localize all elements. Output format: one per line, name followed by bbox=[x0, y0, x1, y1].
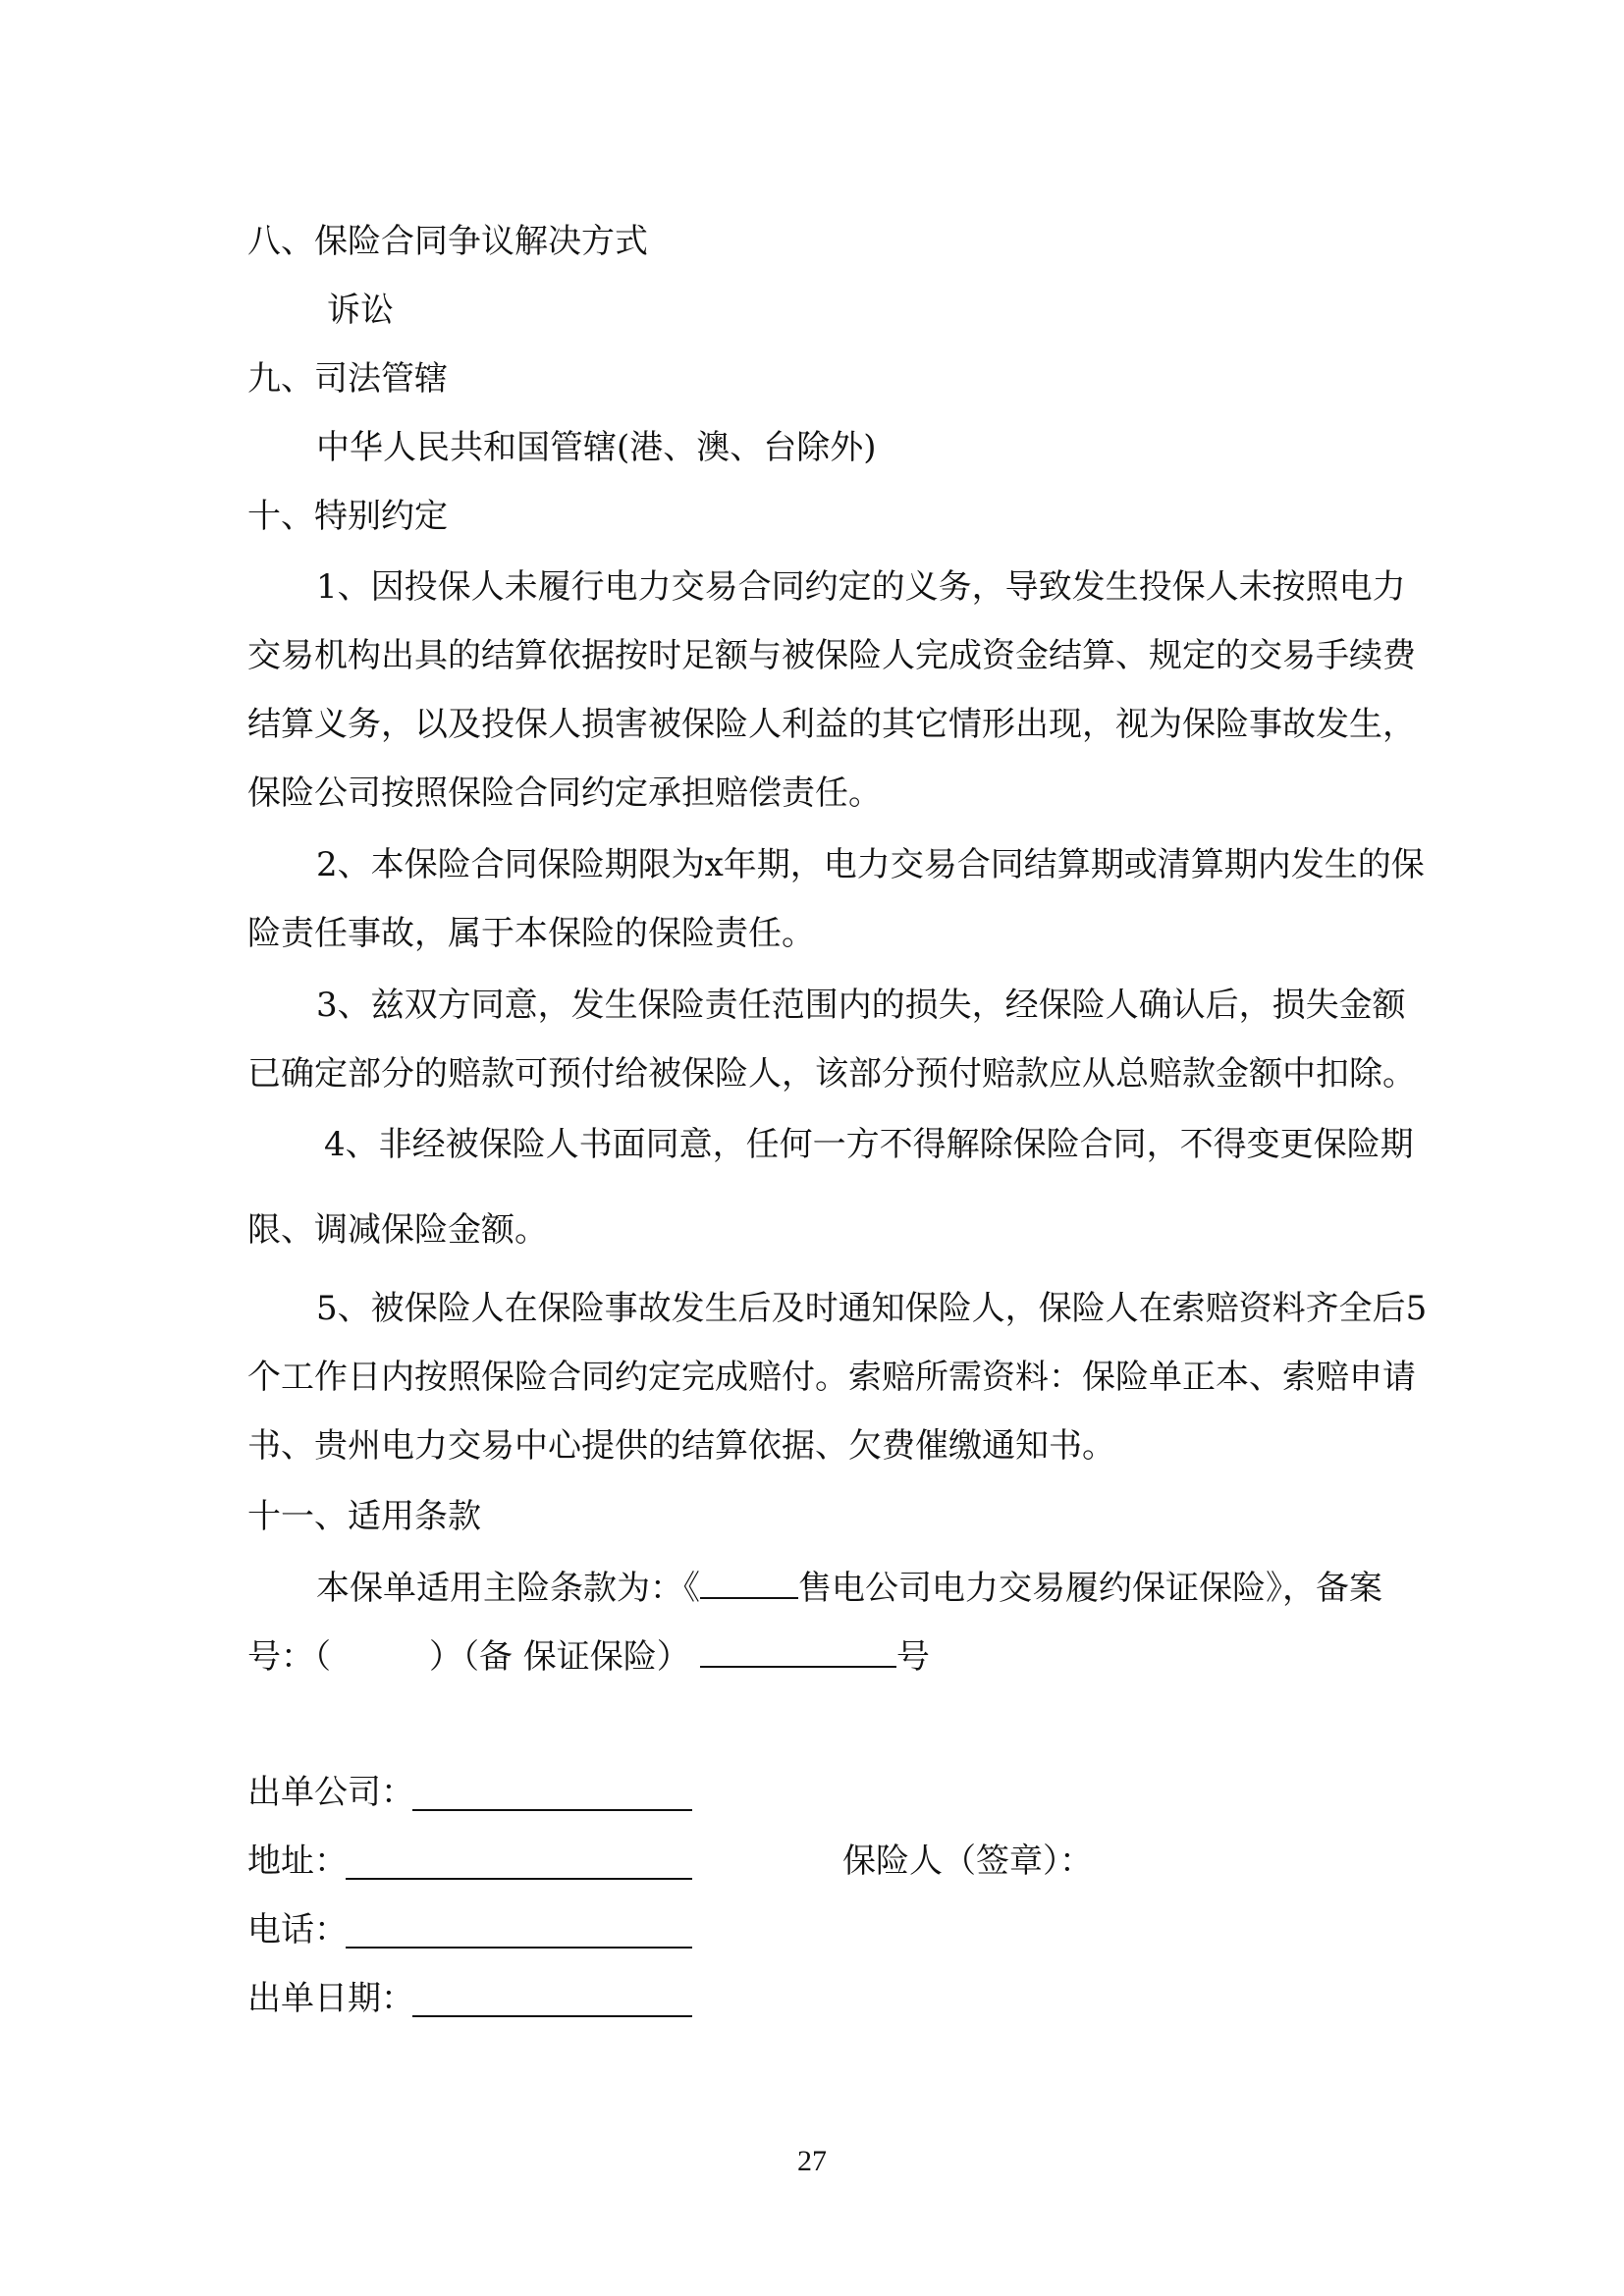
section-11-title: 十一、适用条款 bbox=[247, 1497, 481, 1536]
item-2-line-1: 2、本保险合同保险期限为x年期，电力交易合同结算期或清算期内发生的保 bbox=[316, 845, 1425, 884]
section-10-title: 十、特别约定 bbox=[247, 497, 448, 536]
clause-line-2-prefix: 号：（ bbox=[247, 1637, 331, 1677]
section-8-title: 八、保险合同争议解决方式 bbox=[247, 222, 648, 261]
clause-line-2-mid: ）（备 保证保险） bbox=[429, 1637, 690, 1677]
item-1-line-1: 1、因投保人未履行电力交易合同约定的义务，导致发生投保人未按照电力 bbox=[316, 567, 1406, 607]
section-9-title: 九、司法管辖 bbox=[247, 359, 448, 399]
item-1-line-3: 结算义务，以及投保人损害被保险人利益的其它情形出现，视为保险事故发生， bbox=[247, 705, 1416, 744]
item-5-line-1: 5、被保险人在保险事故发生后及时通知保险人，保险人在索赔资料齐全后5 bbox=[316, 1289, 1428, 1328]
item-1-line-2: 交易机构出具的结算依据按时足额与被保险人完成资金结算、规定的交易手续费 bbox=[247, 636, 1416, 675]
insurer-seal-label: 保险人（签章）： bbox=[842, 1842, 1093, 1881]
item-2-line-2: 险责任事故，属于本保险的保险责任。 bbox=[247, 914, 815, 953]
phone-label: 电话： bbox=[247, 1910, 348, 1949]
phone-blank bbox=[346, 1947, 692, 1949]
item-5-line-2: 个工作日内按照保险合同约定完成赔付。索赔所需资料：保险单正本、索赔申请 bbox=[247, 1358, 1416, 1397]
issuer-blank bbox=[412, 1809, 692, 1811]
item-4-line-2: 限、调减保险金额。 bbox=[247, 1210, 548, 1250]
address-blank bbox=[346, 1878, 692, 1880]
clause-line-1-prefix: 本保单适用主险条款为：《 bbox=[316, 1569, 700, 1608]
address-label: 地址： bbox=[247, 1842, 348, 1881]
clause-line-1 bbox=[316, 1564, 1382, 1609]
item-4-line-1: 4、非经被保险人书面同意，任何一方不得解除保险合同，不得变更保险期 bbox=[324, 1125, 1414, 1164]
date-blank bbox=[412, 2015, 692, 2017]
section-8-body: 诉讼 bbox=[327, 291, 394, 330]
clause-line-2-suffix: 号 bbox=[895, 1637, 930, 1677]
page-number: 27 bbox=[797, 2145, 827, 2177]
issuer-label: 出单公司： bbox=[247, 1773, 414, 1812]
clause-line-2 bbox=[247, 1632, 930, 1678]
filing-number-blank bbox=[700, 1632, 896, 1668]
clause-line-1-suffix: 售电公司电力交易履约保证保险》，备案 bbox=[798, 1569, 1382, 1608]
item-1-line-4: 保险公司按照保险合同约定承担赔偿责任。 bbox=[247, 774, 882, 813]
item-5-line-3: 书、贵州电力交易中心提供的结算依据、欠费催缴通知书。 bbox=[247, 1426, 1115, 1466]
section-9-body: 中华人民共和国管辖(港、澳、台除外) bbox=[316, 428, 877, 467]
item-3-line-1: 3、兹双方同意，发生保险责任范围内的损失，经保险人确认后，损失金额 bbox=[316, 986, 1406, 1025]
item-3-line-2: 已确定部分的赔款可预付给被保险人，该部分预付赔款应从总赔款金额中扣除。 bbox=[247, 1054, 1416, 1094]
clause-name-blank bbox=[700, 1564, 798, 1599]
date-label: 出单日期： bbox=[247, 1979, 414, 2018]
